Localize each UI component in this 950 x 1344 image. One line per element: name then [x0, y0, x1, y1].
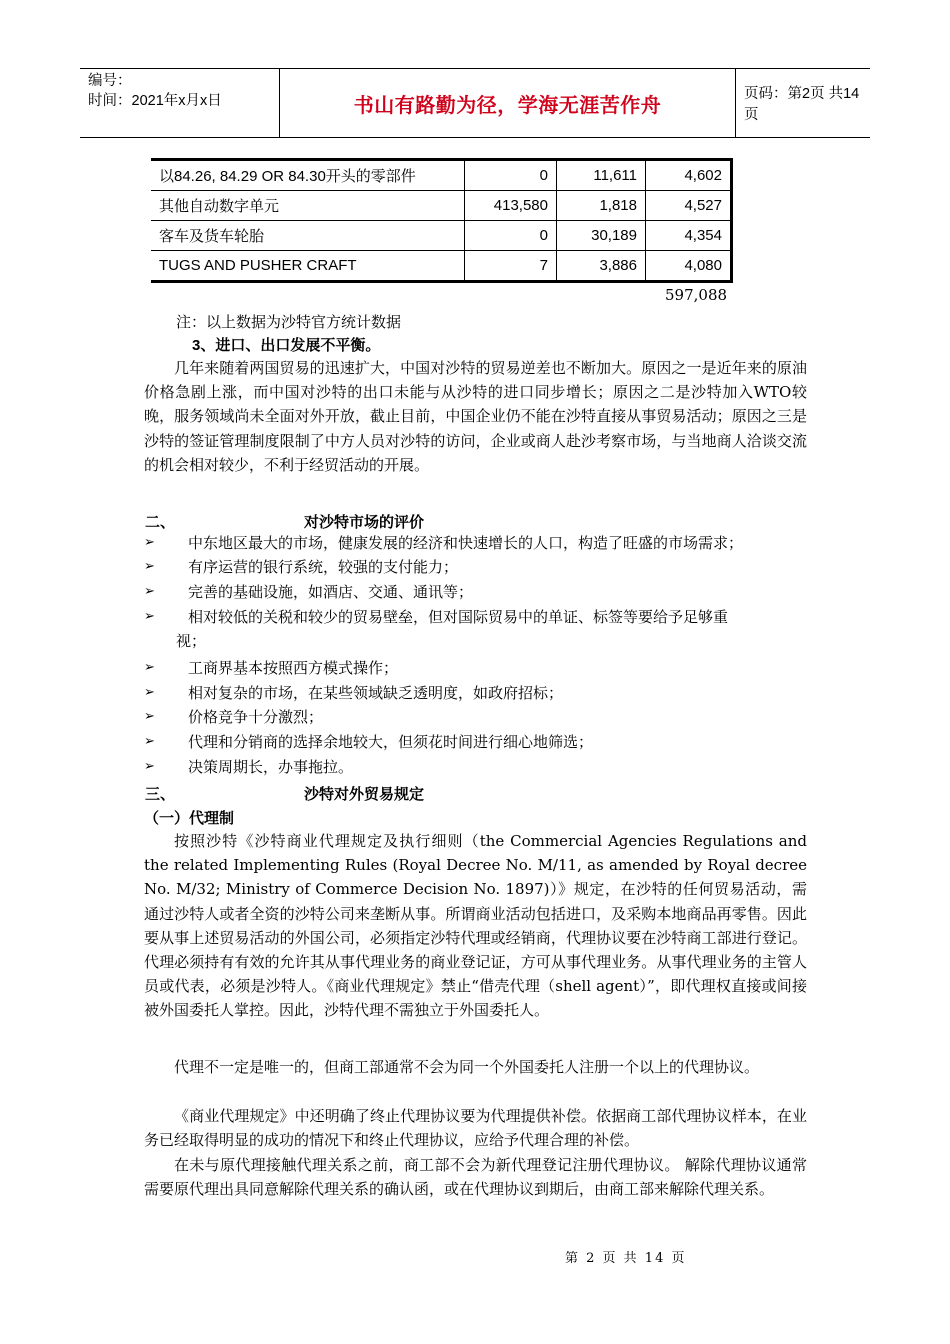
- header-time-label: 时间：2021年x月x日: [88, 93, 222, 109]
- part3-subheading: （一）代理制: [144, 810, 235, 827]
- arrow-bullet-icon: ➢: [144, 660, 155, 675]
- page-header: [80, 68, 870, 138]
- table-cell: 4,602: [646, 160, 732, 191]
- table-total: 597,088: [665, 286, 728, 304]
- part3-number: 三、: [145, 786, 176, 803]
- table-row: [151, 251, 732, 282]
- table-cell: 11,611: [557, 160, 646, 191]
- header-number-label: 编号：: [88, 73, 132, 89]
- table-cell: 7: [465, 251, 557, 282]
- list-item-text: 决策周期长，办事拖拉。: [188, 758, 354, 776]
- table-cell: 0: [465, 160, 557, 191]
- section3-paragraph: 几年来随着两国贸易的迅速扩大，中国对沙特的贸易逆差也不断加大。原因之一是近年来的原油价格急剧上涨，而中国对沙特的出口未能与从沙特的进口同步增长；原因之二是沙特加入WTO较晚，服务领域尚未全面对外开放，截止目前，中国企业仍不能在沙特直接从事贸易活动；原因之三是沙特的签证管理制度限制了中方人员对沙特的访问，企业或商人赴沙考察市场，与当地商人洽谈交流的机会相对较少，不利于经贸活动的开展。: [144, 359, 807, 474]
- part2-number: 二、: [145, 514, 176, 531]
- table-cell: 4,527: [646, 191, 732, 221]
- arrow-bullet-icon: ➢: [144, 535, 155, 550]
- part3-paragraph-1: 按照沙特《沙特商业代理规定及执行细则（the Commercial Agencies Regulations and the related Implementing Rules (Royal Decree No. M/11, as amended by Royal decree No. M/32; Ministry of Commerce Decision No. 1897)）》规定，在沙特的任何贸易活动，需通过沙特人或者全资的沙特公司来垄断从事。所谓商业活动包括进口，及采购本地商品再零售。因此要从事上述贸易活动的外国公司，必须指定沙特代理或经销商，代理协议要在沙特商工部进行登记。代理必须持有有效的允许其从事代理业务的商业登记证，方可从事代理业务。从事代理业务的主管人员或代表，必须是沙特人。《商业代理规定》禁止“借壳代理（shell agent）”，即代理权直接或间接被外国委托人掌控。因此，沙特代理不需独立于外国委托人。: [144, 832, 807, 1020]
- part3-heading: 沙特对外贸易规定: [304, 786, 425, 803]
- header-motto: 书山有路勤为径，学海无涯苦作舟: [279, 69, 736, 137]
- arrow-bullet-icon: ➢: [144, 609, 155, 624]
- list-item: [144, 531, 807, 555]
- arrow-bullet-icon: ➢: [144, 559, 155, 574]
- table-cell: 3,886: [557, 251, 646, 282]
- table-cell: 1,818: [557, 191, 646, 221]
- list-item: [144, 555, 807, 579]
- table-cell: 0: [465, 221, 557, 251]
- arrow-bullet-icon: ➢: [144, 584, 155, 599]
- table-cell-name: 客车及货车轮胎: [151, 221, 465, 251]
- table-cell-name: 其他自动数字单元: [151, 191, 465, 221]
- table-row: [151, 160, 732, 191]
- list-item-text: 相对复杂的市场，在某些领域缺乏透明度，如政府招标；: [188, 684, 564, 702]
- table-cell-name: 以84.26, 84.29 OR 84.30开头的零部件: [151, 160, 465, 191]
- table-cell: 413,580: [465, 191, 557, 221]
- list-item: [144, 755, 807, 779]
- table-cell: 4,080: [646, 251, 732, 282]
- list-item-text: 完善的基础设施，如酒店、交通、通讯等；: [188, 583, 474, 601]
- arrow-bullet-icon: ➢: [144, 759, 155, 774]
- list-item: [144, 730, 807, 754]
- list-item-text: 工商界基本按照西方模式操作；: [188, 659, 399, 677]
- part3-paragraph-2: 代理不一定是唯一的，但商工部通常不会为同一个外国委托人注册一个以上的代理协议。: [174, 1058, 760, 1076]
- header-left: [88, 71, 222, 111]
- list-item: [144, 656, 807, 680]
- list-item: [144, 580, 807, 604]
- list-item-text-continuation: 视；: [176, 632, 207, 651]
- arrow-bullet-icon: ➢: [144, 734, 155, 749]
- trade-data-table: [151, 158, 733, 283]
- list-item: [144, 605, 807, 653]
- list-item-text: 有序运营的银行系统，较强的支付能力；: [188, 558, 459, 576]
- list-item: [144, 681, 807, 705]
- arrow-bullet-icon: ➢: [144, 709, 155, 724]
- section3-heading: 3、进口、出口发展不平衡。: [192, 337, 381, 354]
- table-note: 注：以上数据为沙特官方统计数据: [176, 313, 402, 331]
- part2-heading: 对沙特市场的评价: [304, 514, 425, 531]
- list-item-text: 相对较低的关税和较少的贸易壁垒，但对国际贸易中的单证、标签等要给予足够重: [188, 608, 729, 626]
- list-item-text: 价格竞争十分激烈；: [188, 708, 324, 726]
- page-footer: 第 2 页 共 14 页: [565, 1251, 687, 1266]
- list-item-text: 中东地区最大的市场，健康发展的经济和快速增长的人口，构造了旺盛的市场需求；: [188, 534, 744, 552]
- header-page-info: 页码：第2页 共14页: [744, 86, 860, 123]
- table-cell: 30,189: [557, 221, 646, 251]
- part3-paragraph-3: 《商业代理规定》中还明确了终止代理协议要为代理提供补偿。依据商工部代理协议样本，在业务已经取得明显的成功的情况下和终止代理协议，应给予代理合理的补偿。: [144, 1107, 807, 1150]
- table-cell: 4,354: [646, 221, 732, 251]
- arrow-bullet-icon: ➢: [144, 685, 155, 700]
- table-row: [151, 191, 732, 221]
- list-item-text: 代理和分销商的选择余地较大，但须花时间进行细心地筛选；: [188, 733, 594, 751]
- list-item: [144, 705, 807, 729]
- table-row: [151, 221, 732, 251]
- table-cell-name: TUGS AND PUSHER CRAFT: [151, 251, 465, 282]
- part3-paragraph-4: 在未与原代理接触代理关系之前，商工部不会为新代理登记注册代理协议。 解除代理协议通常需要原代理出具同意解除代理关系的确认函，或在代理协议到期后，由商工部来解除代理关系。: [144, 1156, 807, 1199]
